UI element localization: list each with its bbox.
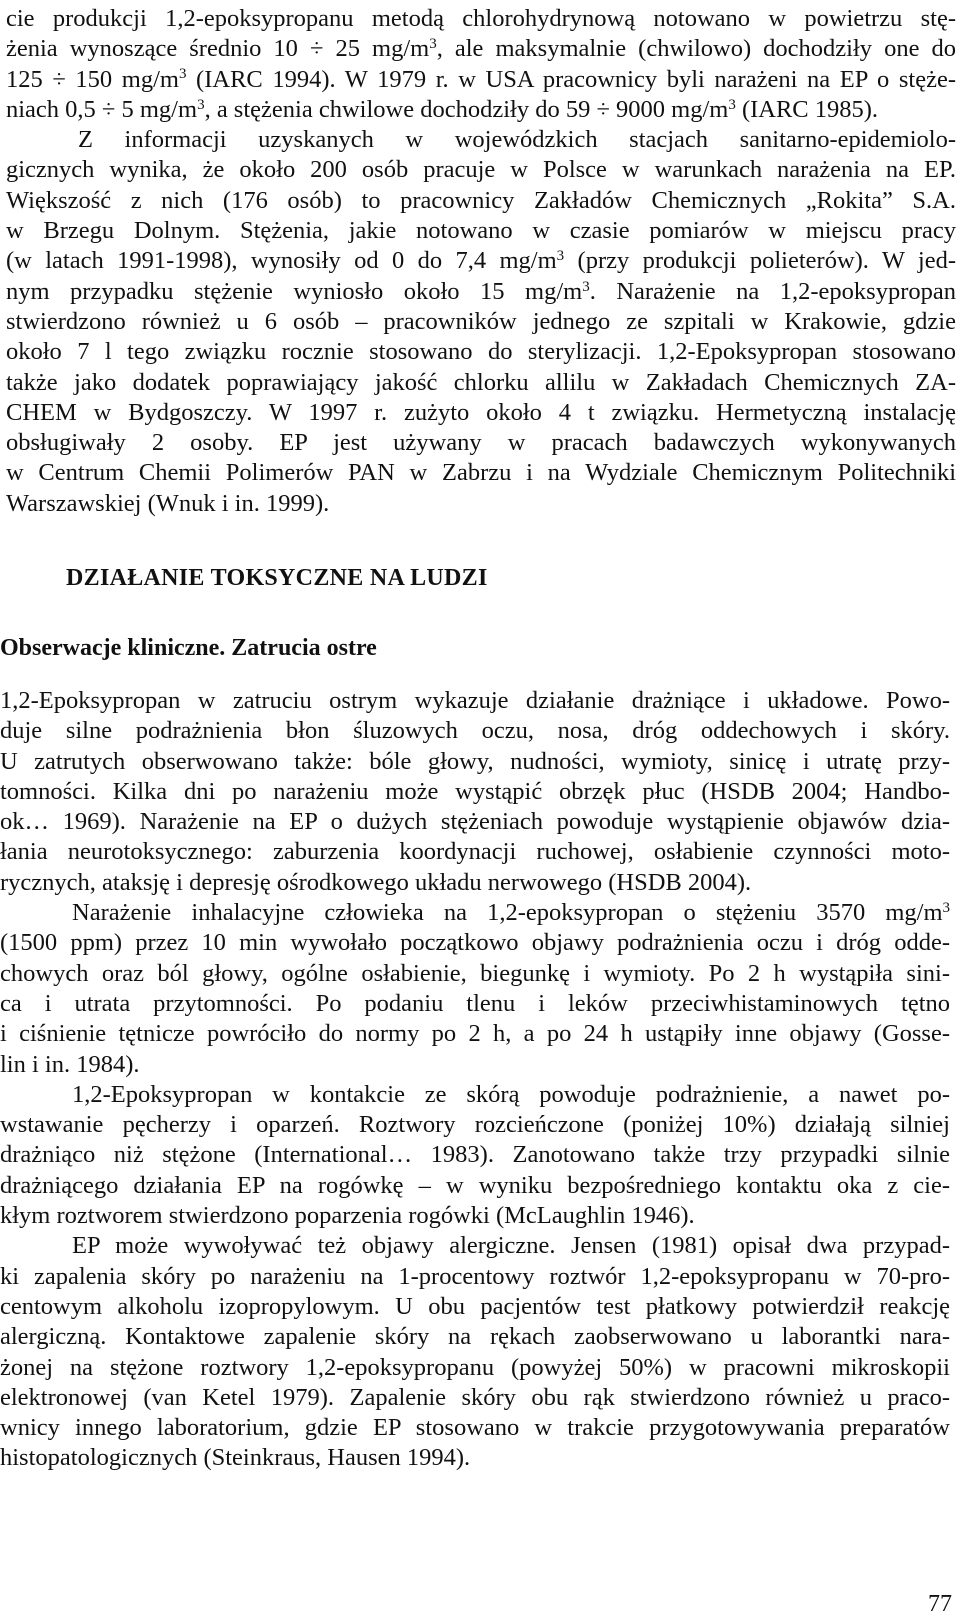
text-line: duje silne podrażnienia błon śluzowych oczu, nosa, dróg oddechowych i skóry.: [0, 717, 950, 745]
text-line: kłym roztworem stwierdzono poparzenia rogówki (McLaughlin 1946).: [0, 1202, 695, 1230]
text-line: Większość z nich (176 osób) to pracownicy Zakładów Chemicznych „Rokita” S.A.: [6, 186, 956, 214]
subsection-heading: Obserwacje kliniczne. Zatrucia ostre: [0, 635, 377, 661]
section-heading: DZIAŁANIE TOKSYCZNE NA LUDZI: [66, 565, 488, 591]
text-line: 125 ÷ 150 $mg/m^3$ (IARC 1994). W 1979 r. w USA pracownicy byli narażeni na EP o stęże-: [6, 65, 956, 93]
text-line: Narażenie inhalacyjne człowieka na 1,2-epoksypropan o stężeniu 3570 $mg/m^3$: [72, 899, 950, 927]
text-line: (w latach 1991-1998), wynosiły od 0 do 7,4 $mg/m^3$ (przy produkcji polieterów). W jed-: [6, 247, 956, 275]
text-line: lin i in. 1984).: [0, 1050, 140, 1078]
text-line: łania neurotoksycznego: zaburzenia koordynacji ruchowej, osłabienie czynności moto-: [0, 838, 950, 866]
text-line: około 7 l tego związku rocznie stosowano do sterylizacji. 1,2-Epoksypropan stosowano: [6, 338, 956, 366]
text-line: elektronowej (van Ketel 1979). Zapalenie skóry obu rąk stwierdzono również u praco-: [0, 1383, 950, 1411]
text-line: drażniącego działania EP na rogówkę – w wyniku bezpośredniego kontaktu oka z cie-: [0, 1171, 950, 1199]
text-line: w Centrum Chemii Polimerów PAN w Zabrzu i na Wydziale Chemicznym Politechniki: [6, 459, 956, 487]
page-number: 77: [928, 1591, 952, 1617]
text-line: obsługiwały 2 osoby. EP jest używany w pracach badawczych wykonywanych: [6, 429, 956, 457]
text-line: chowych oraz ból głowy, ogólne osłabienie, biegunkę i wymioty. Po 2 h wystąpiła sini-: [0, 959, 950, 987]
text-line: niach 0,5 ÷ 5 $mg/m^3$, a stężenia chwilowe dochodziły do 59 ÷ 9000 $mg/m^3$ (IARC 1985).: [6, 95, 879, 123]
text-line: rycznych, ataksję i depresję ośrodkowego układu nerwowego (HSDB 2004).: [0, 868, 752, 896]
text-line: 1,2-Epoksypropan w zatruciu ostrym wykazuje działanie drażniące i układowe. Powo-: [0, 687, 950, 714]
text-line: ki zapalenia skóry po narażeniu na 1-procentowy roztwór 1,2-epoksypropanu w 70-pro-: [0, 1262, 950, 1290]
acute-poisoning-section: [0, 686, 950, 1474]
text-line: żenia wynoszące średnio 10 ÷ 25 $mg/m^3$, ale maksymalnie (chwilowo) dochodziły one do: [6, 35, 956, 63]
exposure-paragraph: [6, 125, 956, 519]
text-line: gicznych wynika, że około 200 osób pracuje w Polsce w warunkach narażenia na EP.: [6, 156, 956, 184]
page-body: [6, 4, 956, 519]
text-line: ok… 1969). Narażenie na EP o dużych stężeniach powoduje wystąpienie objawów dzia-: [0, 808, 950, 836]
text-line: żonej na stężone roztwory 1,2-epoksypropanu (powyżej 50%) w pracowni mikroskopii: [0, 1353, 950, 1381]
text-line: wstawanie pęcherzy i oparzeń. Roztwory rozcieńczone (poniżej 10%) działają silniej: [0, 1111, 950, 1139]
text-line: Warszawskiej (Wnuk i in. 1999).: [6, 489, 330, 517]
text-line: U zatrutych obserwowano także: bóle głowy, nudności, wymioty, sinicę i utratę przy-: [0, 747, 950, 775]
text-line: CHEM w Bydgoszczy. W 1997 r. zużyto około 4 t związku. Hermetyczną instalację: [6, 398, 956, 426]
text-line: nym przypadku stężenie wyniosło około 15 $mg/m^3$. Narażenie na 1,2-epoksypropan: [6, 277, 956, 305]
text-line: Z informacji uzyskanych w wojewódzkich stacjach sanitarno-epidemiolo-: [78, 126, 956, 154]
text-line: także jako dodatek poprawiający jakość chlorku allilu w Zakładach Chemicznych ZA-: [6, 368, 956, 396]
text-line: stwierdzono również u 6 osób – pracowników jednego ze szpitali w Krakowie, gdzie: [6, 307, 956, 335]
text-line: w Brzegu Dolnym. Stężenia, jakie notowano w czasie pomiarów w miejscu pracy: [6, 217, 956, 245]
text-line: EP może wywoływać też objawy alergiczne. Jensen (1981) opisał dwa przypad-: [72, 1232, 950, 1260]
acute-effects-paragraph: [0, 686, 950, 898]
text-line: wnicy innego laboratorium, gdzie EP stosowano w trakcie przygotowywania preparatów: [0, 1414, 950, 1442]
text-line: tomności. Kilka dni po narażeniu może wystąpić obrzęk płuc (HSDB 2004; Handbo-: [0, 777, 950, 805]
intro-paragraph: [6, 4, 956, 125]
text-line: i ciśnienie tętnicze powróciło do normy po 2 h, a po 24 h ustąpiły inne objawy (Gosse-: [0, 1020, 950, 1048]
text-line: histopatologicznych (Steinkraus, Hausen 1994).: [0, 1444, 471, 1472]
text-line: cie produkcji 1,2-epoksypropanu metodą chlorohydrynową notowano w powietrzu stę-: [6, 5, 956, 32]
skin-contact-paragraph: [0, 1080, 950, 1231]
inhalation-case-paragraph: [0, 898, 950, 1080]
text-line: alergiczną. Kontaktowe zapalenie skóry na rękach zaobserwowano u laborantki nara-: [0, 1323, 950, 1351]
allergy-paragraph: [0, 1231, 950, 1473]
text-line: ca i utrata przytomności. Po podaniu tlenu i leków przeciwhistaminowych tętno: [0, 989, 950, 1017]
text-line: drażniąco niż stężone (International… 1983). Zanotowano także trzy przypadki silnie: [0, 1141, 950, 1169]
text-line: centowym alkoholu izopropylowym. U obu pacjentów test płatkowy potwierdził reakcję: [0, 1292, 950, 1320]
text-line: (1500 ppm) przez 10 min wywołało początkowo objawy podrażnienia oczu i dróg odde-: [0, 929, 950, 957]
text-line: 1,2-Epoksypropan w kontakcie ze skórą powoduje podrażnienie, a nawet po-: [72, 1080, 950, 1108]
